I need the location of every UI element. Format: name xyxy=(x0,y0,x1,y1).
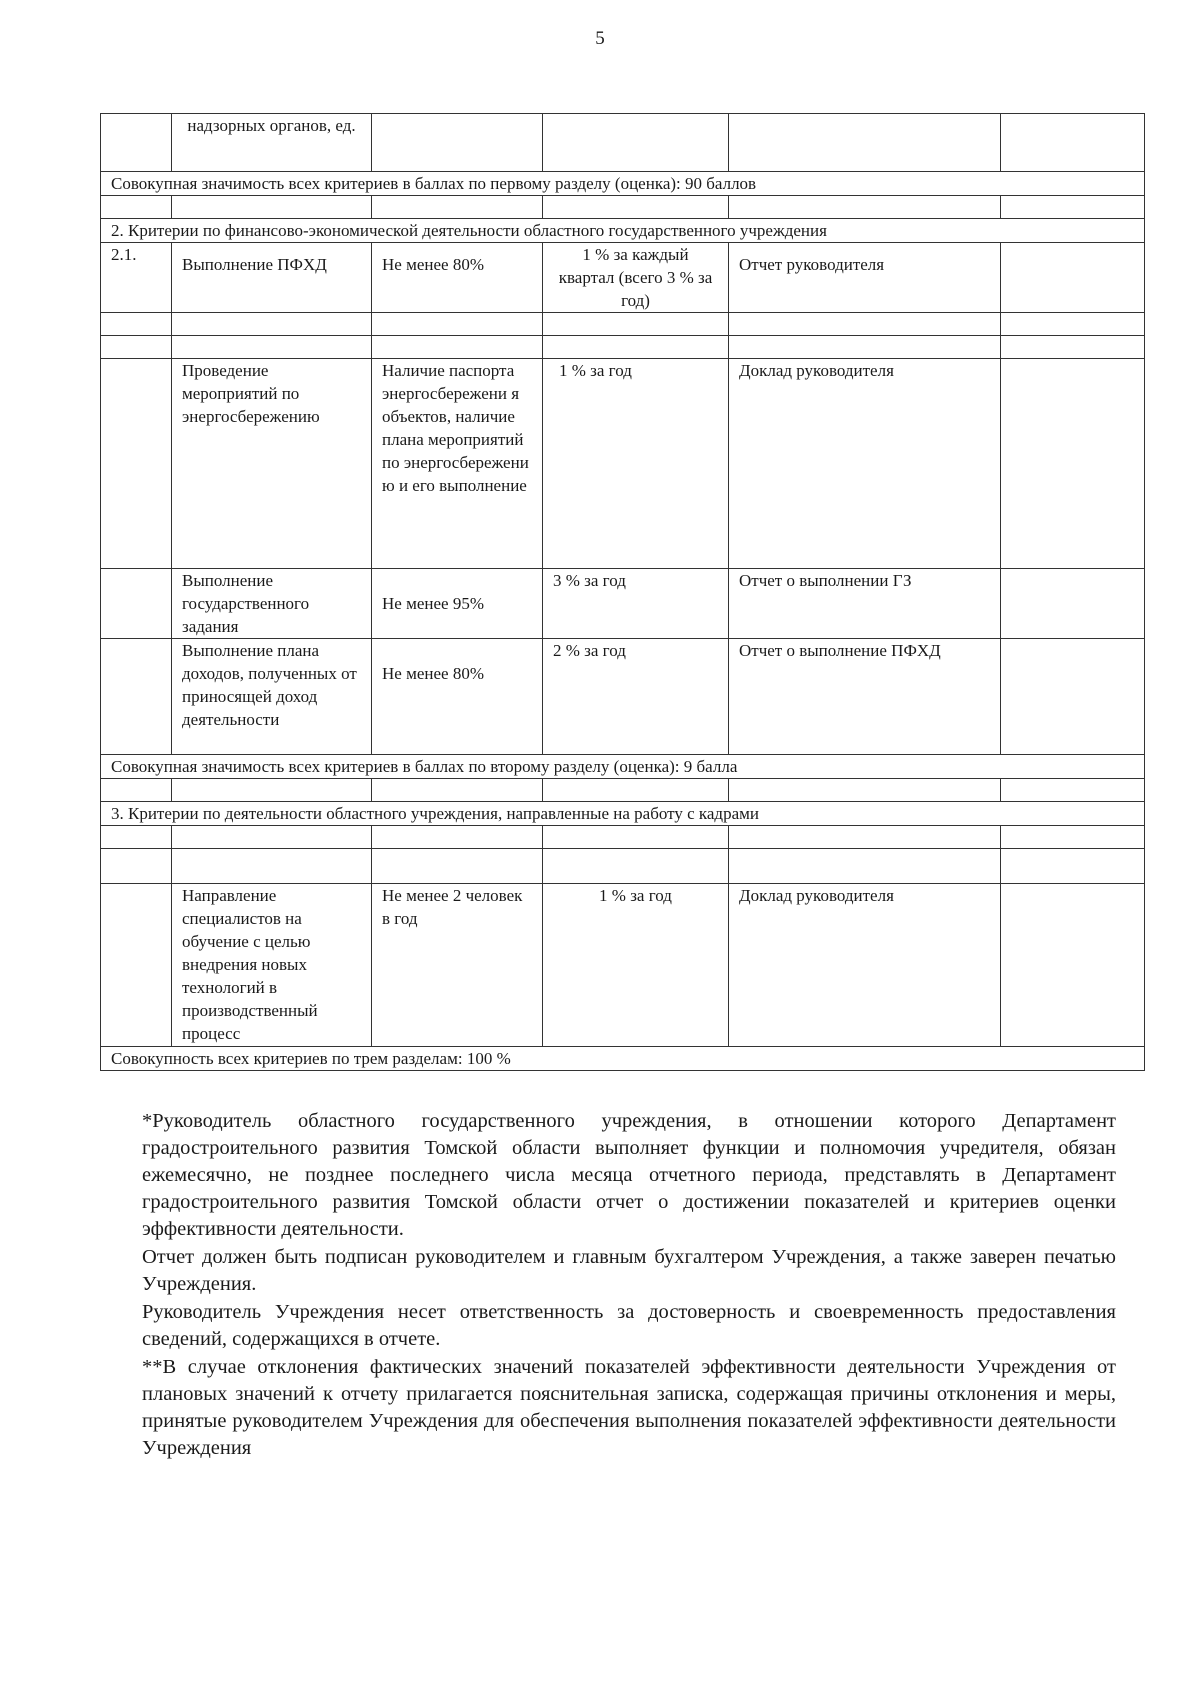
section-title-row xyxy=(101,219,1145,243)
criterion-cell: надзорных органов, ед. xyxy=(172,114,372,172)
footnotes xyxy=(142,1108,1116,1463)
section-total-row xyxy=(101,172,1145,196)
report-cell: Отчет о выполнении ГЗ xyxy=(729,569,1001,639)
grand-total: Совокупность всех критериев по трем разделам: 100 % xyxy=(101,1047,1145,1071)
section-total-row xyxy=(101,755,1145,779)
weight-cell: 3 % за год xyxy=(543,569,729,639)
weight-cell: 1 % за год xyxy=(543,359,729,569)
weight-cell: 1 % за год xyxy=(543,884,729,1047)
table-row xyxy=(101,884,1145,1047)
table-row xyxy=(101,359,1145,569)
empty-row xyxy=(101,826,1145,849)
criterion-cell: Проведение мероприятий по энергосбережению xyxy=(172,359,372,569)
weight-cell: 2 % за год xyxy=(543,639,729,755)
grand-total-row xyxy=(101,1047,1145,1071)
indicator-cell: Наличие паспорта энергосбережени я объектов, наличие плана мероприятий по энергосбережени ю и его выполнение xyxy=(372,359,543,569)
section2-title: 2. Критерии по финансово-экономической деятельности областного государственного учреждения xyxy=(101,219,1145,243)
indicator-cell: Не менее 80% xyxy=(372,639,543,755)
footnote-paragraph: Руководитель Учреждения несет ответственность за достоверность и своевременность предоставления сведений, содержащихся в отчете. xyxy=(142,1301,1116,1350)
footnote-paragraph: *Руководитель областного государственного учреждения, в отношении которого Департамент градостроительного развития Томской области выполняет функции и полномочия учредителя, обязан ежемесячно, не позднее последнего числа месяца отчетного периода, представлять в Департамент градостроительного развития Томской области отчет о достижении показателей и критериев оценки эффективности деятельности. xyxy=(142,1110,1116,1240)
footnote-paragraph: **В случае отклонения фактических значений показателей эффективности деятельности Учреждения от плановых значений к отчету прилагается пояснительная записка, содержащая причины отклонения и меры, принятые руководителем Учреждения для обеспечения выполнения показателей эффективности деятельности Учреждения xyxy=(142,1356,1116,1459)
indicator-cell: Не менее 2 человек в год xyxy=(372,884,543,1047)
report-cell: Отчет руководителя xyxy=(729,243,1001,313)
indicator-cell: Не менее 80% xyxy=(372,243,543,313)
table-row xyxy=(101,114,1145,172)
row-number: 2.1. xyxy=(101,243,172,313)
table-row xyxy=(101,639,1145,755)
page-number: 5 xyxy=(595,28,605,49)
section2-total: Совокупная значимость всех критериев в баллах по второму разделу (оценка): 9 балла xyxy=(101,755,1145,779)
section-title-row xyxy=(101,802,1145,826)
table-row xyxy=(101,243,1145,313)
criterion-cell: Выполнение государственного задания xyxy=(172,569,372,639)
empty-row xyxy=(101,336,1145,359)
report-cell: Доклад руководителя xyxy=(729,884,1001,1047)
section1-total: Совокупная значимость всех критериев в баллах по первому разделу (оценка): 90 баллов xyxy=(101,172,1145,196)
report-cell: Отчет о выполнение ПФХД xyxy=(729,639,1001,755)
table-row xyxy=(101,569,1145,639)
empty-row xyxy=(101,779,1145,802)
empty-row xyxy=(101,313,1145,336)
footnote-paragraph: Отчет должен быть подписан руководителем и главным бухгалтером Учреждения, а также заверен печатью Учреждения. xyxy=(142,1246,1116,1295)
section3-title: 3. Критерии по деятельности областного учреждения, направленные на работу с кадрами xyxy=(101,802,1145,826)
empty-row xyxy=(101,849,1145,884)
criterion-cell: Направление специалистов на обучение с целью внедрения новых технологий в производственный процесс xyxy=(172,884,372,1047)
report-cell: Доклад руководителя xyxy=(729,359,1001,569)
empty-row xyxy=(101,196,1145,219)
criterion-cell: Выполнение ПФХД xyxy=(172,243,372,313)
indicator-cell: Не менее 95% xyxy=(372,569,543,639)
criteria-table xyxy=(100,113,1145,1071)
criterion-cell: Выполнение плана доходов, полученных от приносящей доход деятельности xyxy=(172,639,372,755)
weight-cell: 1 % за каждый квартал (всего 3 % за год) xyxy=(543,243,729,313)
